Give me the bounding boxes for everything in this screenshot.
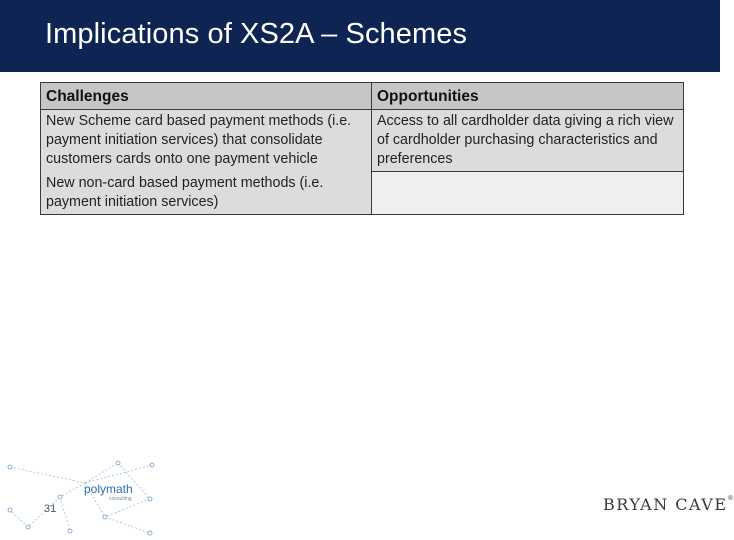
table-cell: New non-card based payment methods (i.e. payment initiation services)	[41, 172, 372, 215]
table-cell: Access to all cardholder data giving a rich view of cardholder purchasing characteristics and preferences	[372, 110, 684, 172]
table-header-row	[41, 83, 684, 110]
slide-title: Implications of XS2A – Schemes	[45, 18, 468, 50]
challenges-opportunities-table	[40, 82, 684, 215]
table-row	[41, 172, 684, 215]
polymath-logo-subtitle: consulting	[109, 496, 132, 502]
header-challenges: Challenges	[41, 83, 372, 110]
polymath-logo-text: polymath	[84, 482, 133, 496]
bryan-cave-logo	[603, 495, 734, 514]
bryan-cave-logo-text: BRYAN CAVE	[603, 495, 728, 514]
title-bar	[0, 0, 720, 72]
table-row	[41, 110, 684, 172]
header-opportunities: Opportunities	[372, 83, 684, 110]
table-cell-empty	[372, 172, 684, 215]
registered-mark: ®	[727, 495, 734, 502]
table-cell: New Scheme card based payment methods (i.e. payment initiation services) that consolidate customers cards onto one payment vehicle	[41, 110, 372, 172]
polymath-network-graphic	[0, 455, 165, 535]
slide-number: 31	[44, 503, 57, 515]
